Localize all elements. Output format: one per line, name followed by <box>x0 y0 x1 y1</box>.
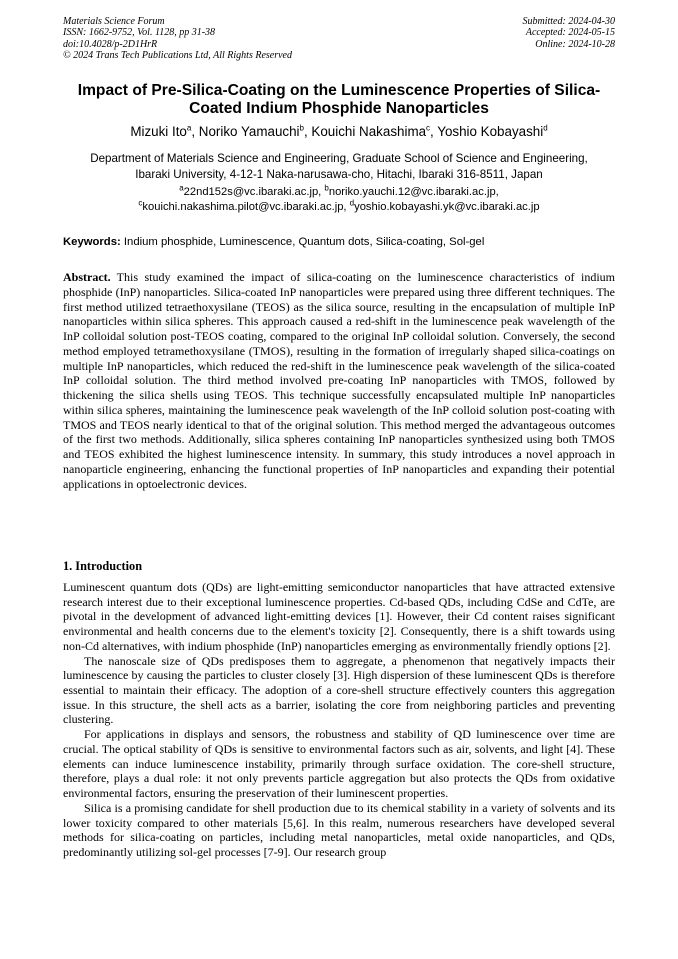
keywords <box>63 235 615 249</box>
doi[interactable]: doi:10.4028/p-2D1HrR <box>63 38 158 50</box>
email-line <box>63 185 615 200</box>
issn-volume: ISSN: 1662-9752, Vol. 1128, pp 31-38 <box>63 27 216 39</box>
paragraph: The nanoscale size of QDs predisposes them to aggregate, a phenomenon that negatively impacts their luminescence by causing the particles to cluster closely [3]. High dispersion of these luminescent QDs is therefore essential to maintain their efficacy. The adoption of a core-shell structure effectively counters this aggregation issue. In this structure, the shell acts as a barrier, isolating the core from neighboring particles and preventing clustering. <box>63 653 615 727</box>
keywords-text: Indium phosphide, Luminescence, Quantum dots, Silica-coating, Sol-gel <box>120 236 485 248</box>
copyright: © 2024 Trans Tech Publications Ltd, All Rights Reserved <box>63 50 292 62</box>
online-date: Online: 2024-10-28 <box>535 38 615 50</box>
author-affil-mark: d <box>543 123 548 133</box>
submitted-date: Submitted: 2024-04-30 <box>522 16 615 27</box>
author-name: Noriko Yamauchi <box>198 124 300 139</box>
publication-info <box>63 16 292 62</box>
author-emails <box>63 185 615 214</box>
email-line <box>63 197 615 215</box>
email-address[interactable]: noriko.yauchi.12@vc.ibaraki.ac.jp, <box>328 186 499 198</box>
email-mark: a <box>179 183 184 193</box>
author-separator: , <box>303 124 312 139</box>
paragraph: For applications in displays and sensors, the robustness and stability of QD luminescence over time are crucial. The optical stability of QDs is sensitive to environmental factors such as air, solvents, and light [4]. These elements can induce luminescence instability, primarily through surface oxidation. The core-shell structure, therefore, plays a dual role: it not only prevents particle aggregation but also protects the QDs from oxidative environmental factors, ensuring the preservation of their luminescent properties. <box>63 727 615 801</box>
email-mark: b <box>324 183 329 193</box>
abstract-label: Abstract. <box>63 270 111 284</box>
author-affil-mark: c <box>426 123 431 133</box>
email-mark: d <box>349 197 355 207</box>
paragraph: Silica is a promising candidate for shell production due to its chemical stability in a variety of solvents and its lower toxicity compared to other materials [5,6]. In this realm, numerous researchers have developed several methods for silica-coating on particles, including metal nanoparticles, metal oxide nanoparticles, and QDs, predominantly utilizing sol-gel processes [7-9]. Our research group <box>63 800 615 859</box>
email-address[interactable]: 22nd152s@vc.ibaraki.ac.jp, <box>183 186 325 198</box>
author-name: Yoshio Kobayashi <box>437 124 544 139</box>
section-heading: 1. Introduction <box>63 559 143 573</box>
author-affil-mark: a <box>186 123 192 133</box>
author-list <box>63 124 615 140</box>
journal-name: Materials Science Forum <box>63 16 165 27</box>
paragraph: Luminescent quantum dots (QDs) are light-emitting semiconductor nanoparticles that have attracted extensive research interest due to their exceptional luminescence properties. Cd-based QDs, including CdSe and CdTe, are pivotal in the development of advanced light-emitting devices [1]. However, their Cd content raises significant environmental and health concerns due to the element's toxicity [2]. Consequently, there is a shift towards using non-Cd alternatives, with indium phosphide (InP) nanoparticles emerging as environmentally friendly options [2]. <box>63 580 615 653</box>
author-separator: , <box>191 124 199 139</box>
paper-title: Impact of Pre-Silica-Coating on the Luminescence Properties of Silica-Coated Indium Phosphide Nanoparticles <box>77 82 601 117</box>
author-separator: , <box>430 124 438 139</box>
abstract-text: This study examined the impact of silica-coating on the luminescence characteristics of indium phosphide (InP) nanoparticles. Silica-coated InP nanoparticles were prepared using three different techniques. The first method utilized tetraethoxysilane (TEOS) as the silica source, resulting in the encapsulation of multiple InP nanoparticles within silica spheres. This approach caused a red-shift in the luminescence peak wavelength of the InP colloidal solution post-TEOS coating, compared to the original InP colloidal solution. Conversely, the second method employed tetramethoxysilane (TMOS), resulting in the formation of irregularly shaped silica-coatings on multiple InP nanoparticles, which reduced the red-shift in the luminescence peak wavelength of the silica-coated InP colloidal solution. The third method involved pre-coating InP nanoparticles with TMOS, followed by thickening the silica shells using TEOS. This technique successfully encapsulated multiple InP nanoparticles within silica spheres, maintaining the luminescence peak wavelength of the InP colloid solution post-coating with TMOS and TEOS nearly identical to that of the original solution. This method merged the advantageous outcomes of the first two methods. Additionally, silica spheres containing InP nanoparticles synthesized using both TMOS and TEOS exhibited the highest luminescence intensity. In summary, this study introduces a novel approach in nanoparticle engineering, enhancing the functional properties of InP nanoparticles and expanding their potential applications in optoelectronic devices. <box>63 270 615 491</box>
introduction-body <box>63 580 615 860</box>
author-name: Kouichi Nakashima <box>311 124 427 139</box>
email-mark: c <box>138 197 143 207</box>
accepted-date: Accepted: 2024-05-15 <box>525 27 615 39</box>
keywords-label: Keywords: <box>63 236 121 248</box>
abstract <box>63 270 615 491</box>
author-name: Mizuki Ito <box>130 124 187 139</box>
affiliation-line: Department of Materials Science and Engineering, Graduate School of Science and Engineering, <box>90 152 588 165</box>
author-affil-mark: b <box>299 123 304 133</box>
publication-dates <box>523 16 616 50</box>
affiliation <box>63 151 615 182</box>
email-address[interactable]: kouichi.nakashima.pilot@vc.ibaraki.ac.jp, <box>142 200 350 213</box>
email-address[interactable]: yoshio.kobayashi.yk@vc.ibaraki.ac.jp <box>354 200 540 213</box>
affiliation-line: Ibaraki University, 4-12-1 Naka-narusawa-cho, Hitachi, Ibaraki 316-8511, Japan <box>135 167 543 181</box>
